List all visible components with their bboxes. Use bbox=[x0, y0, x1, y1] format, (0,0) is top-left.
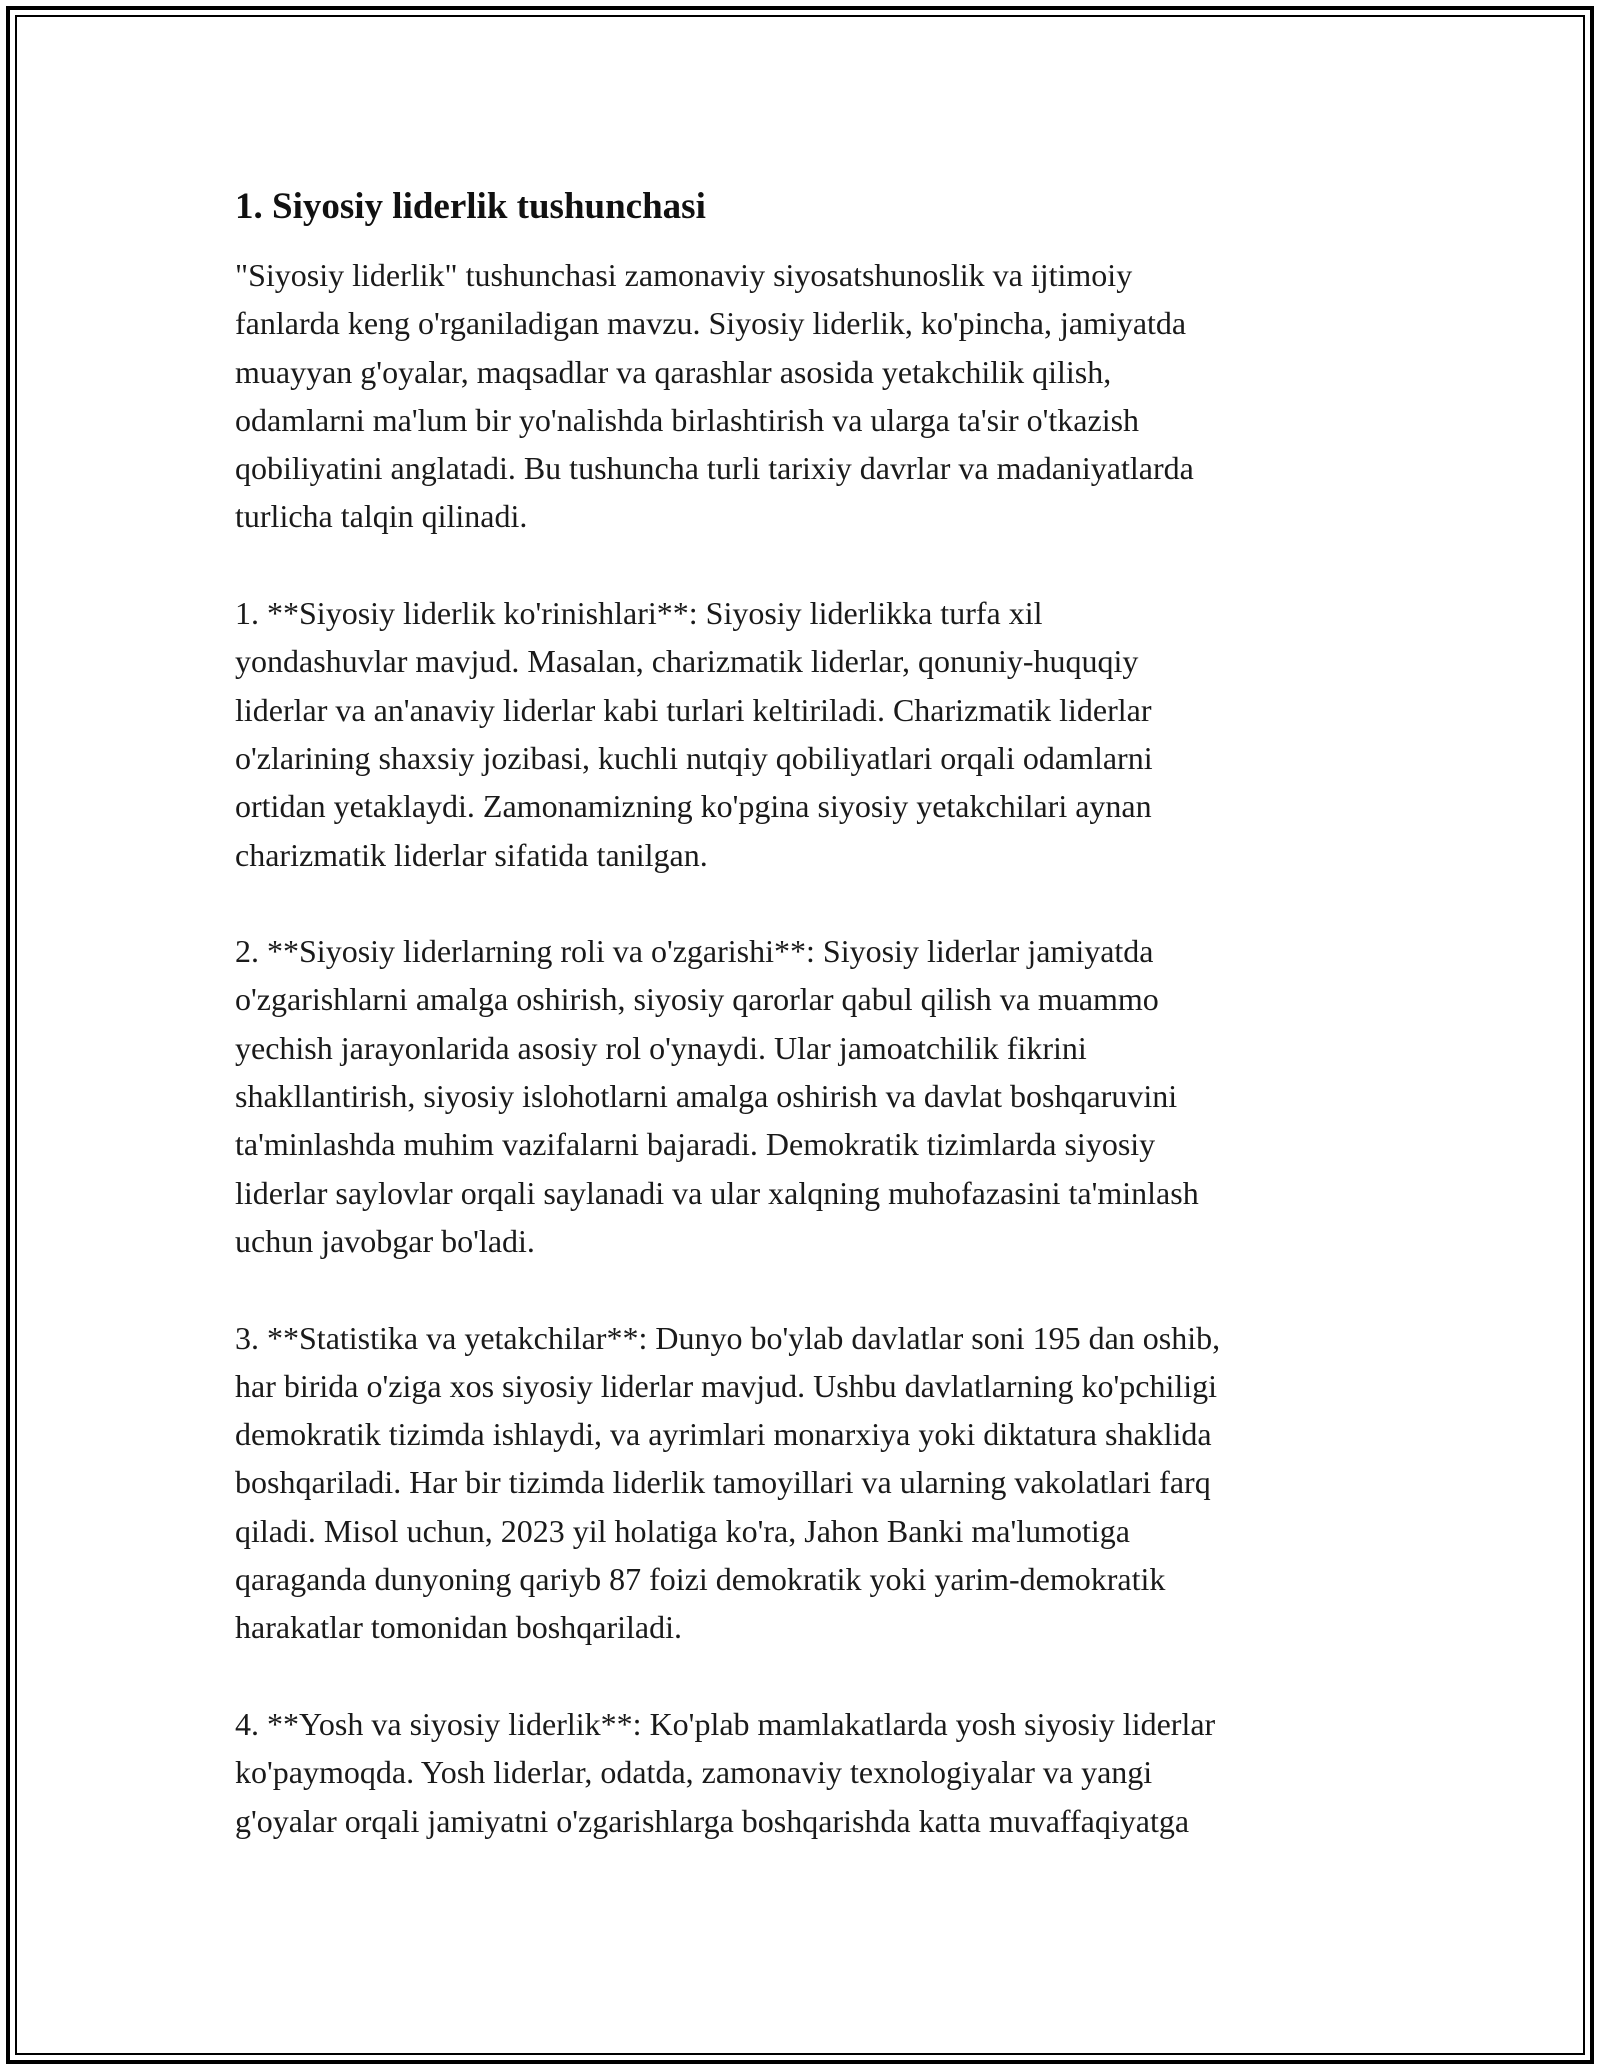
paragraph-spacer bbox=[235, 541, 1375, 589]
paragraph-spacer bbox=[235, 879, 1375, 927]
point-3-paragraph: 3. **Statistika va yetakchilar**: Dunyo bo'ylab davlatlar soni 195 dan oshib, har birida o'ziga xos siyosiy liderlar mavjud. Ushbu davlatlarning ko'pchiligi demokratik tizimda ishlaydi, va ayrimlari monarxiya yoki diktatura shaklida boshqariladi. Har bir tizimda liderlik tamoyillari va ularning vakolatlari farq qiladi. Misol uchun, 2023 yil holatiga ko'ra, Jahon Banki ma'lumotiga qaraganda dunyoning qariyb 87 foizi demokratik yoki yarim-demokratik harakatlar tomonidan boshqariladi. bbox=[235, 1319, 1221, 1646]
point-2-paragraph: 2. **Siyosiy liderlarning roli va o'zgarishi**: Siyosiy liderlar jamiyatda o'zgarishlarni amalga oshirish, siyosiy qarorlar qabul qilish va muammo yechish jarayonlarida asosiy rol o'ynaydi. Ular jamoatchilik fikrini shakllantirish, siyosiy islohotlarni amalga oshirish va davlat boshqaruvini ta'minlashda muhim vazifalarni bajaradi. Demokratik tizimlarda siyosiy liderlar saylovlar orqali saylanadi va ular xalqning muhofazasini ta'minlash uchun javobgar bo'ladi. bbox=[235, 933, 1199, 1259]
paragraph-spacer bbox=[235, 1652, 1375, 1700]
paragraph-spacer bbox=[235, 1265, 1375, 1313]
intro-paragraph: "Siyosiy liderlik" tushunchasi zamonaviy siyosatshunoslik va ijtimoiy fanlarda keng o'rganiladigan mavzu. Siyosiy liderlik, ko'pincha, jamiyatda muayyan g'oyalar, maqsadlar va qarashlar asosida yetakchilik qilish, odamlarni ma'lum bir yo'nalishda birlashtirish va ularga ta'sir o'tkazish qobiliyatini anglatadi. Bu tushuncha turli tarixiy davrlar va madaniyatlarda turlicha talqin qilinadi. bbox=[235, 257, 1194, 535]
point-4-paragraph: 4. **Yosh va siyosiy liderlik**: Ko'plab mamlakatlarda yosh siyosiy liderlar ko'paymoqda. Yosh liderlar, odatda, zamonaviy texnologiyalar va yangi g'oyalar orqali jamiyatni o'zgarishlarga boshqarishda katta muvaffaqiyatga bbox=[235, 1705, 1216, 1839]
section-heading: 1. Siyosiy liderlik tushunchasi bbox=[235, 186, 706, 227]
document-body bbox=[235, 183, 1375, 1845]
point-1-paragraph: 1. **Siyosiy liderlik ko'rinishlari**: Siyosiy liderlikka turfa xil yondashuvlar mavjud. Masalan, charizmatik liderlar, qonuniy-huquqiy liderlar va an'anaviy liderlar kabi turlari keltiriladi. Charizmatik liderlar o'zlarining shaxsiy jozibasi, kuchli nutqiy qobiliyatlari orqali odamlarni ortidan yetaklaydi. Zamonamizning ko'pgina siyosiy yetakchilari aynan charizmatik liderlar sifatida tanilgan. bbox=[235, 595, 1153, 873]
